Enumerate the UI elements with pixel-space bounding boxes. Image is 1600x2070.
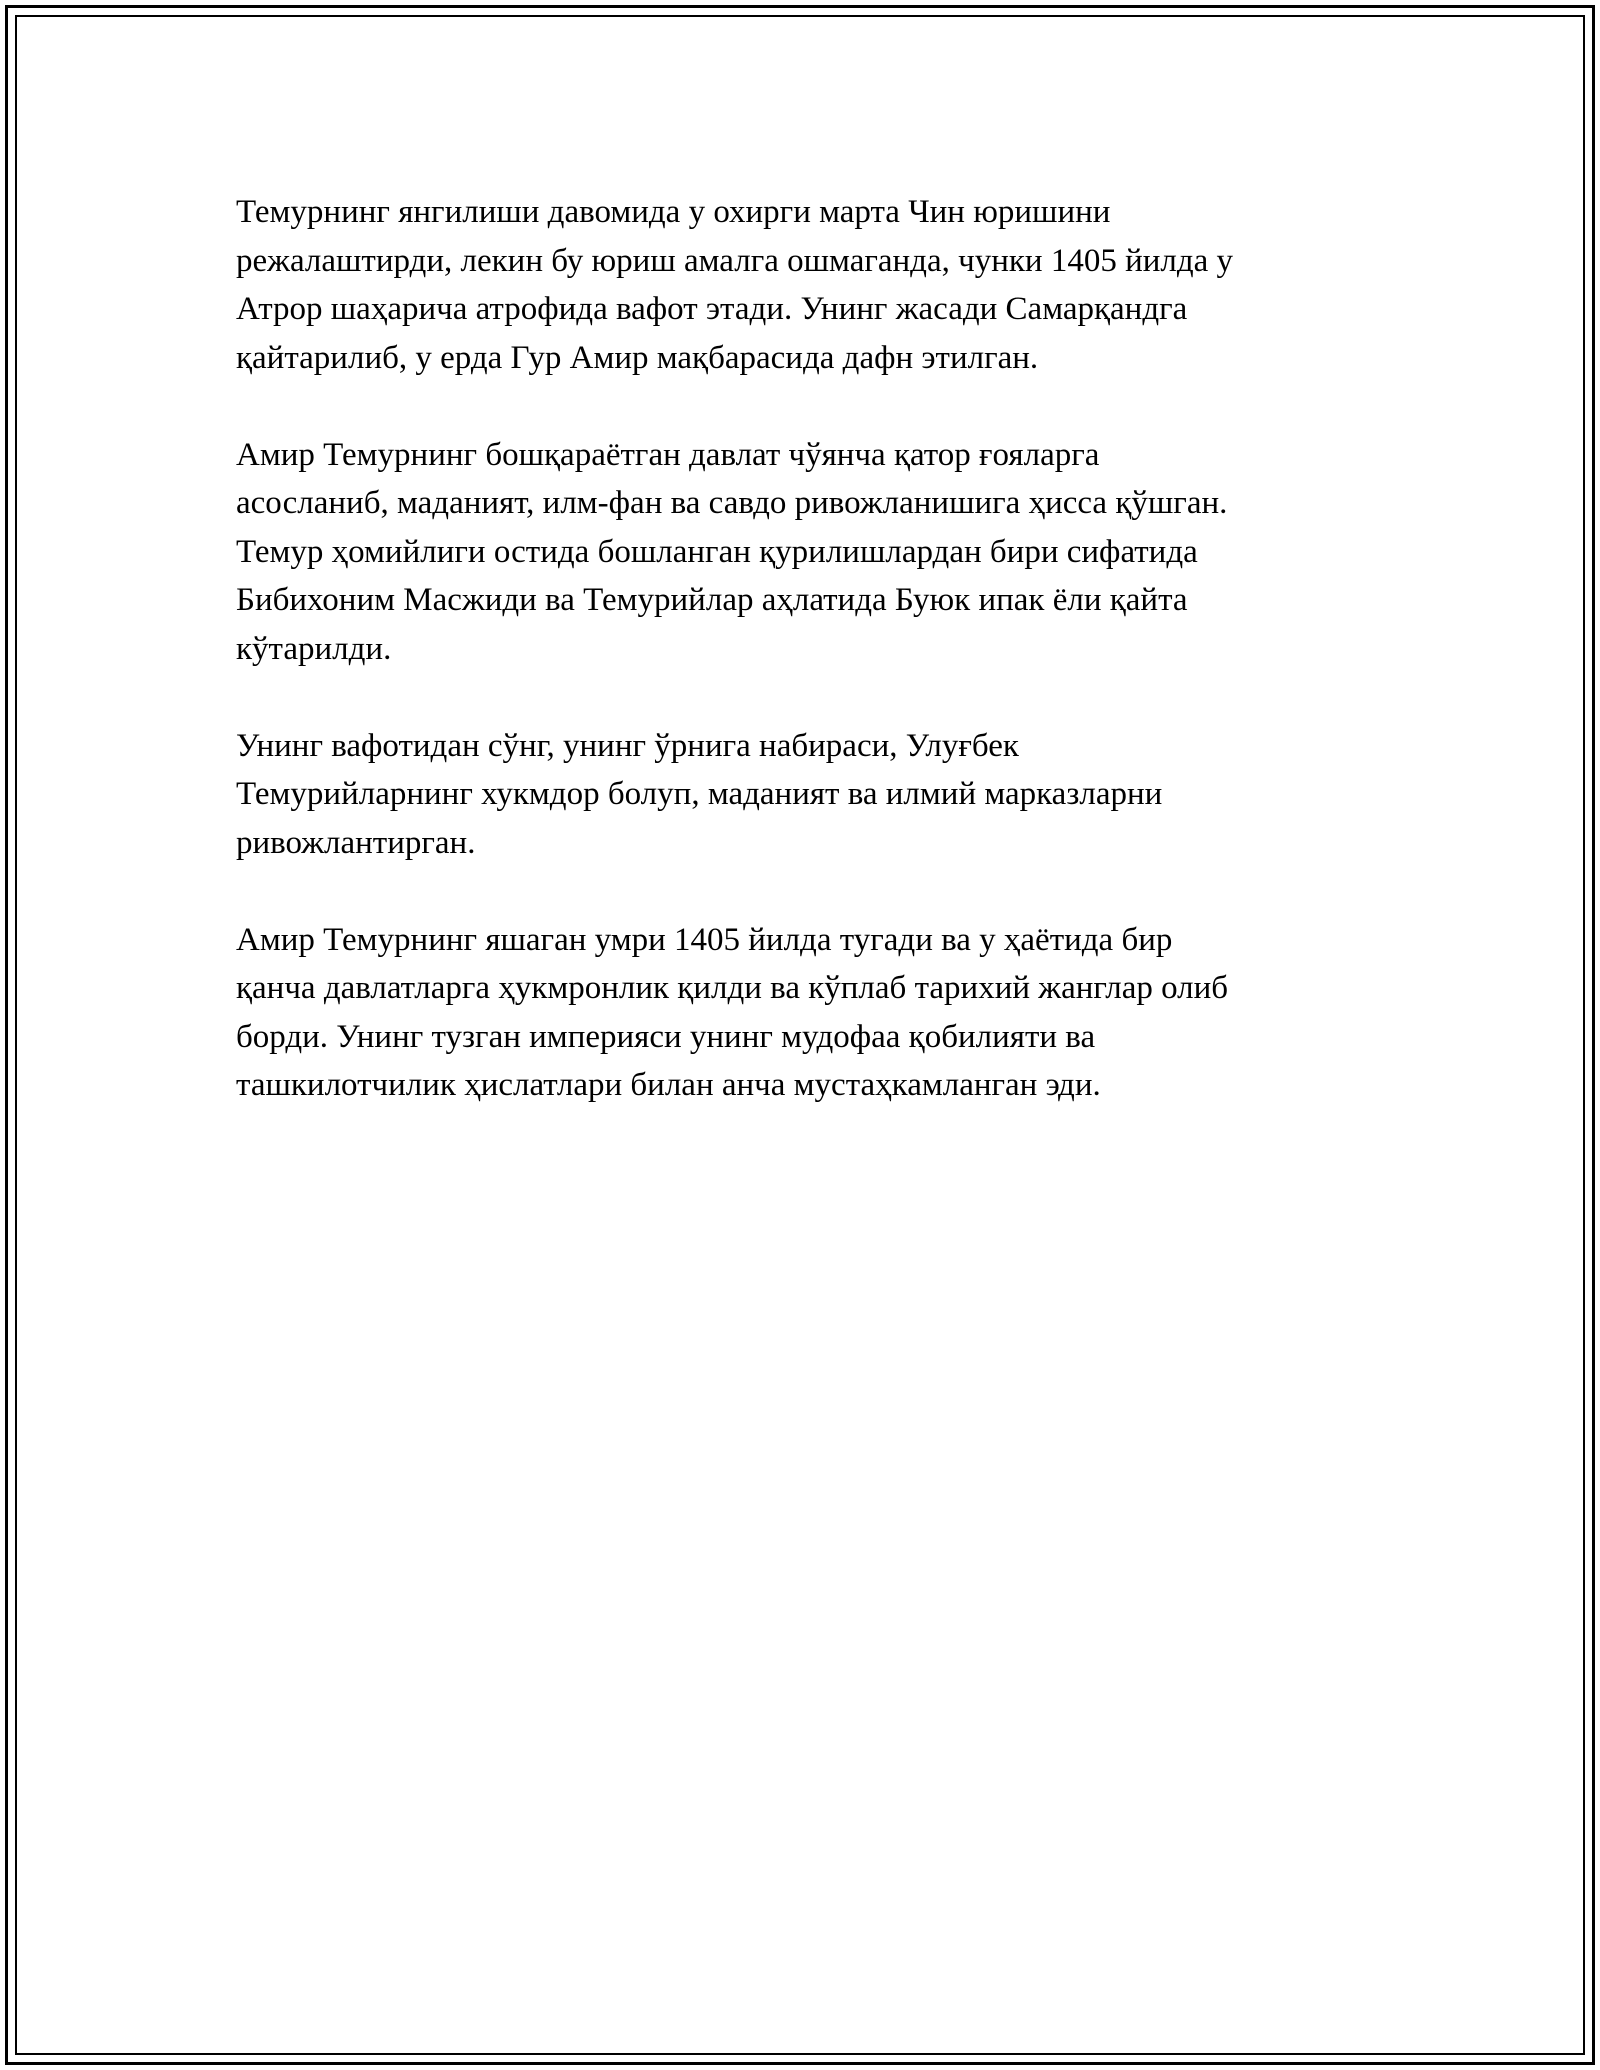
text-line: Амир Темурнинг бошқараётган давлат чўянча қатор ғояларга <box>236 436 1100 473</box>
text-line: асосланиб, маданият, илм-фан ва савдо ривожланишига ҳисса қўшган. <box>236 485 1228 521</box>
text-line: борди. Унинг тузган империяси унинг мудофаа қобилияти ва <box>236 1018 1096 1055</box>
text-line: Амир Темурнинг яшаган умри 1405 йилда тугади ва у ҳаётида бир <box>236 921 1173 958</box>
text-line: Темурийларнинг хукмдор болуп, маданият ва илмий марказларни <box>236 776 1163 812</box>
text-line: режалаштирди, лекин бу юриш амалга ошмаганда, чунки 1405 йилда у <box>236 242 1234 279</box>
text-line: Темур ҳомийлиги остида бошланган қурилишлардан бири сифатида <box>236 533 1198 570</box>
text-line: Унинг вафотидан сўнг, унинг ўрнига набираси, Улуғбек <box>236 727 1019 764</box>
text-line: Бибихоним Масжиди ва Темурийлар аҳлатида Буюк ипак ёли қайта <box>236 582 1188 618</box>
text-line: ривожлантирган. <box>236 824 476 861</box>
document-body <box>236 188 1386 1158</box>
paragraph-1 <box>236 188 1386 382</box>
paragraph-4 <box>236 916 1386 1110</box>
text-line: Темурнинг янгилиши давомида у охирги марта Чин юришини <box>236 194 1111 230</box>
text-line: ташкилотчилик ҳислатлари билан анча мустаҳкамланган эди. <box>236 1067 1101 1103</box>
paragraph-3 <box>236 722 1386 868</box>
text-line: қайтарилиб, у ерда Гур Амир мақбарасида дафн этилган. <box>236 339 1039 376</box>
text-line: кўтарилди. <box>236 630 392 667</box>
text-line: Атрор шаҳарича атрофида вафот этади. Унинг жасади Самарқандга <box>236 291 1188 327</box>
paragraph-2 <box>236 431 1386 674</box>
text-line: қанча давлатларга ҳукмронлик қилди ва кўплаб тарихий жанглар олиб <box>236 970 1229 1006</box>
